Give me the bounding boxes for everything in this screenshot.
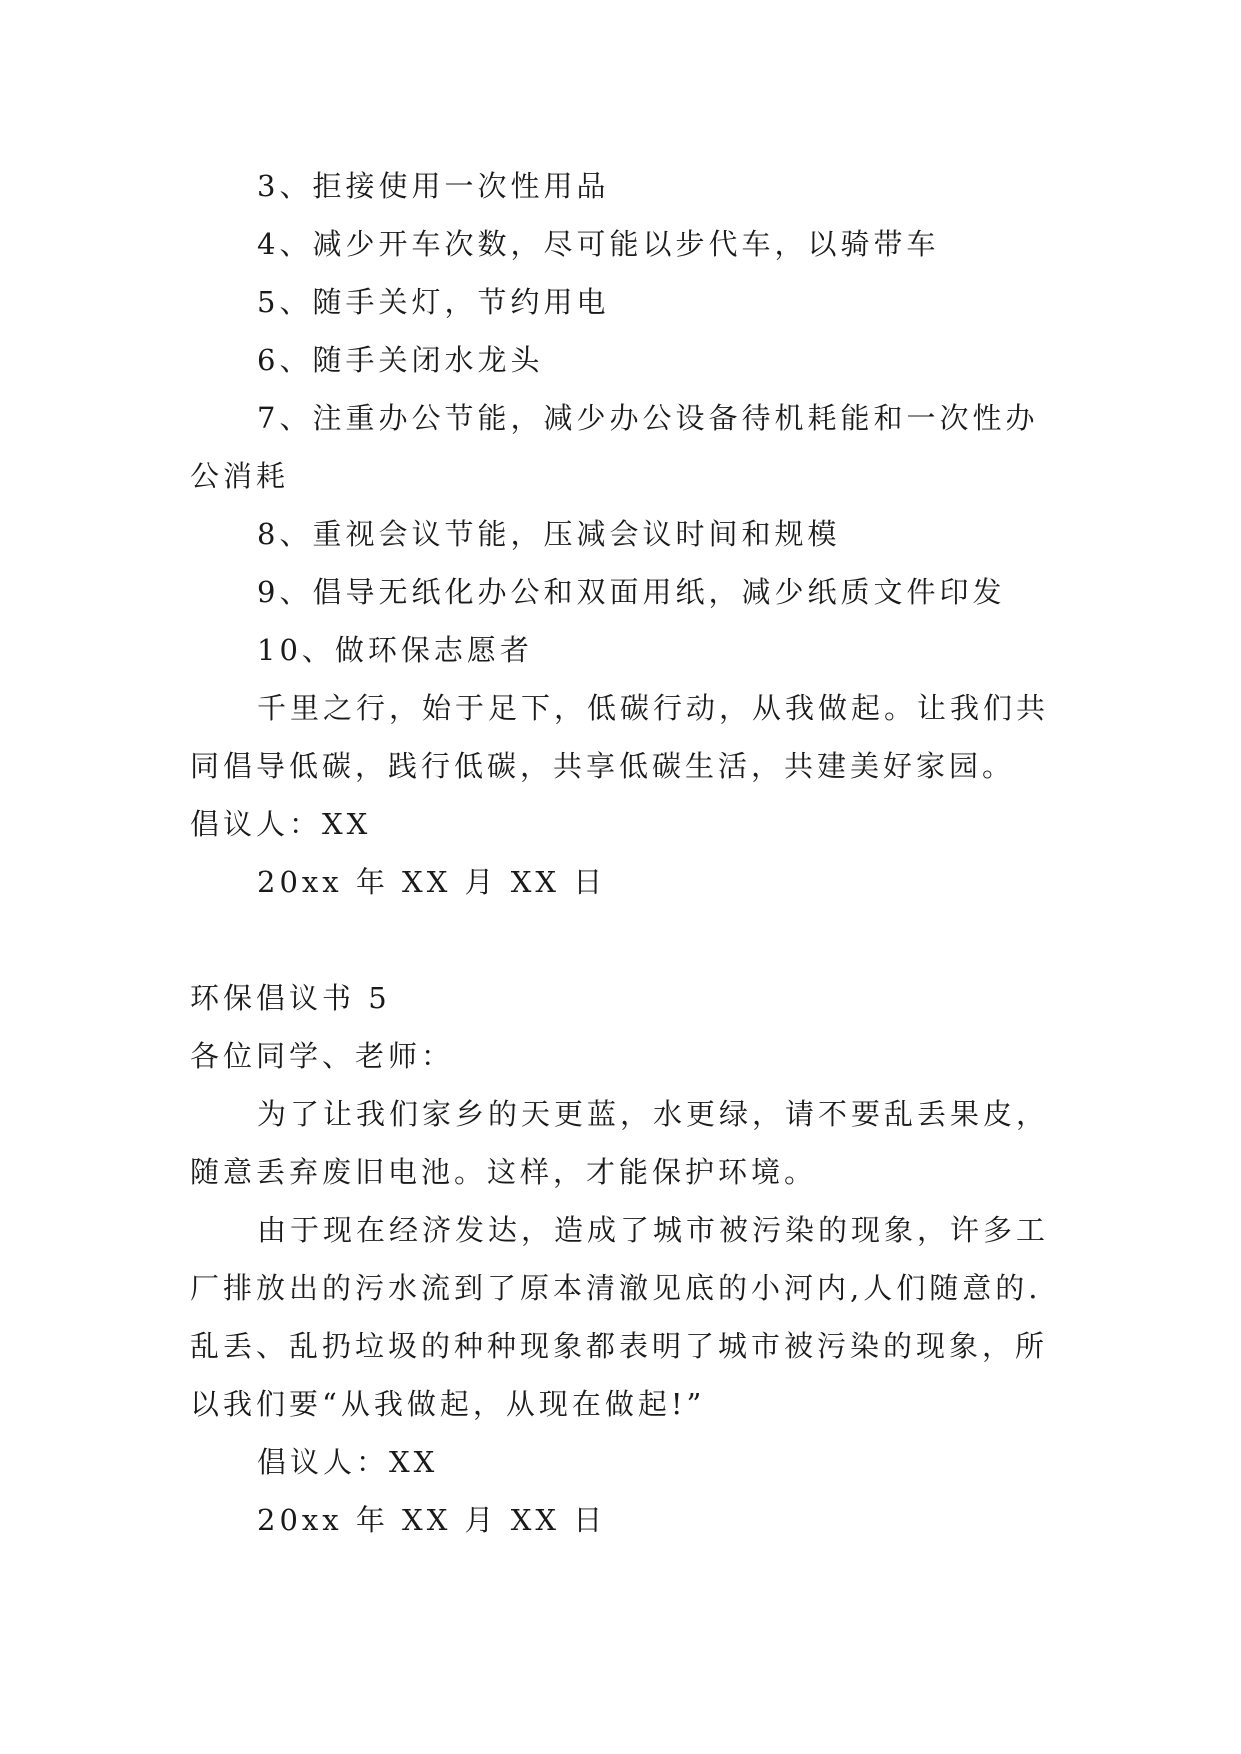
paragraph-line: 由于现在经济发达，造成了城市被污染的现象，许多工 <box>257 1213 1050 1247</box>
date: 20xx 年 XX 月 XX 日 <box>257 1503 607 1537</box>
list-item: 8、重视会议节能，压减会议时间和规模 <box>257 517 841 551</box>
signature: 倡议人：XX <box>190 807 372 841</box>
paragraph-line: 以我们要“从我做起，从现在做起!” <box>190 1387 706 1421</box>
signature: 倡议人：XX <box>257 1445 439 1479</box>
paragraph-line: 为了让我们家乡的天更蓝，水更绿，请不要乱丢果皮， <box>257 1097 1050 1131</box>
list-item: 10、做环保志愿者 <box>257 633 533 667</box>
closing-line: 千里之行，始于足下，低碳行动，从我做起。让我们共 <box>257 691 1050 725</box>
list-item: 7、注重办公节能，减少办公设备待机耗能和一次性办 <box>257 401 1039 435</box>
list-item: 9、倡导无纸化办公和双面用纸，减少纸质文件印发 <box>257 575 1006 609</box>
paragraph-line: 乱丢、乱扔垃圾的种种现象都表明了城市被污染的现象，所 <box>190 1329 1049 1363</box>
list-item: 3、拒接使用一次性用品 <box>257 169 610 203</box>
paragraph-line: 随意丢弃废旧电池。这样，才能保护环境。 <box>190 1155 818 1189</box>
list-item: 6、随手关闭水龙头 <box>257 343 544 377</box>
list-item-continuation: 公消耗 <box>190 459 290 493</box>
closing-line: 同倡导低碳，践行低碳，共享低碳生活，共建美好家园。 <box>190 749 1016 783</box>
list-item: 5、随手关灯，节约用电 <box>257 285 610 319</box>
paragraph-line: 厂排放出的污水流到了原本清澈见底的小河内,人们随意的. <box>190 1271 1042 1305</box>
list-item: 4、减少开车次数，尽可能以步代车，以骑带车 <box>257 227 940 261</box>
section-title: 环保倡议书 5 <box>190 981 391 1015</box>
salutation: 各位同学、老师： <box>190 1039 455 1073</box>
date: 20xx 年 XX 月 XX 日 <box>257 865 607 899</box>
